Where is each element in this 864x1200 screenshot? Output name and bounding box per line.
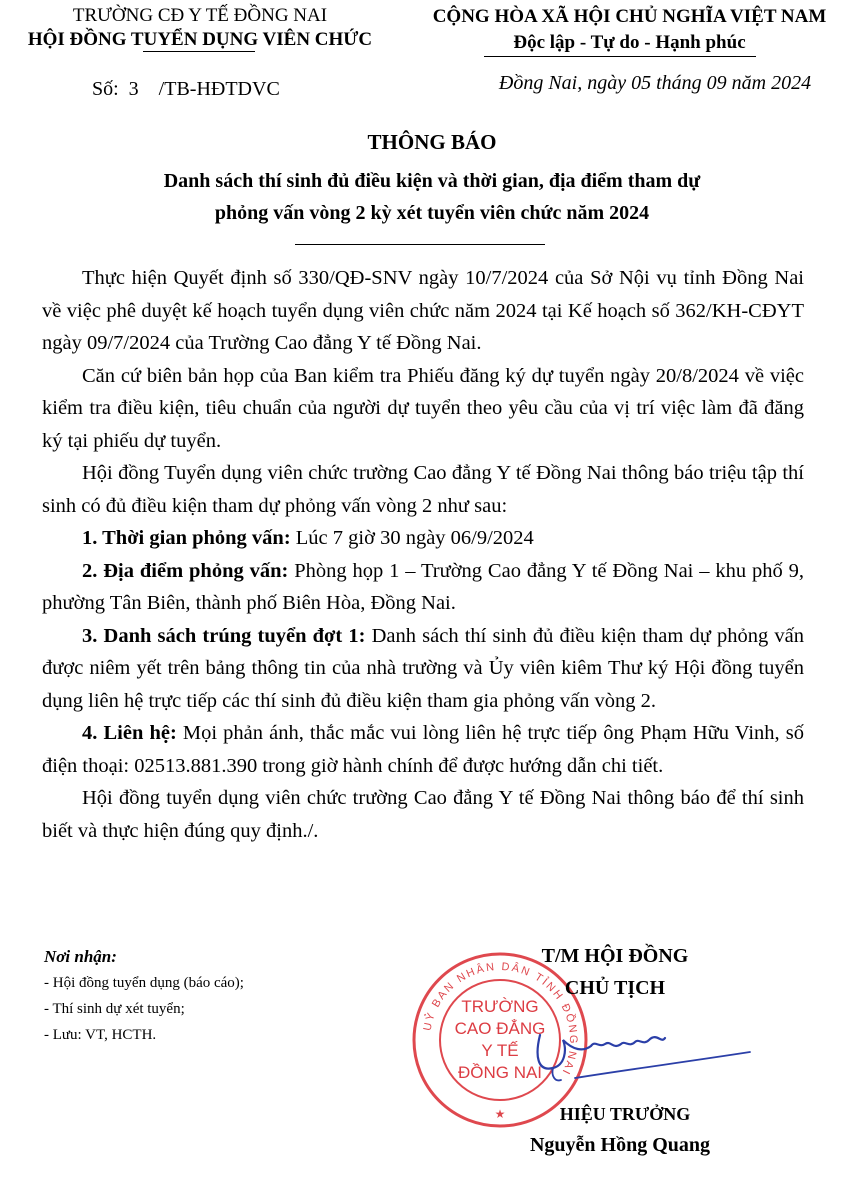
org-school-name: TRƯỜNG CĐ Y TẾ ĐỒNG NAI <box>72 5 328 26</box>
paragraph-announcement: Hội đồng Tuyển dụng viên chức trường Cao đẳng Y tế Đồng Nai thông báo triệu tập thí sinh có đủ điều kiện tham dự phỏng vấn vòng 2 như sau: <box>42 462 804 517</box>
signer-position: HIỆU TRƯỞNG <box>559 1104 691 1124</box>
org-underline <box>143 51 255 52</box>
signature-authority <box>500 940 730 1004</box>
item-2-text: Phòng họp 1 – Trường Cao đẳng Y tế Đồng Nai – khu phố 9, phường Tân Biên, thành phố Biên Hòa, Đồng Nai. <box>42 559 804 614</box>
document-date: Đồng Nai, ngày 05 tháng 09 năm 2024 <box>498 72 812 94</box>
signature-role: CHỦ TỊCH <box>564 977 666 999</box>
seal-text-3: Y TẾ <box>481 1041 519 1060</box>
item-2-label: 2. Địa điểm phỏng vấn: <box>82 559 289 582</box>
seal-ring-text: UỶ BAN NHÂN DÂN TỈNH ĐỒNG NAI <box>421 960 580 1078</box>
handwritten-signature <box>525 1010 755 1090</box>
item-interview-location <box>42 555 804 620</box>
recipients-heading: Nơi nhận: <box>44 947 117 966</box>
item-candidate-list <box>42 620 804 718</box>
item-1-text: Lúc 7 giờ 30 ngày 06/9/2024 <box>290 527 534 549</box>
item-4-text: Mọi phản ánh, thắc mắc vui lòng liên hệ trực tiếp ông Phạm Hữu Vinh, số điện thoại: 02513.881.390 trong giờ hành chính để được hướng dẫn chi tiết. <box>42 722 804 777</box>
title-divider <box>295 244 545 245</box>
item-4-label: 4. Liên hệ: <box>82 722 177 744</box>
paragraph-closing: Hội đồng tuyển dụng viên chức trường Cao đẳng Y tế Đồng Nai thông báo để thí sinh biết và thực hiện đúng quy định./. <box>42 787 804 842</box>
item-contact <box>42 717 804 782</box>
seal-text-2: CAO ĐẲNG <box>454 1019 546 1038</box>
recipient-item: - Thí sinh dự xét tuyển; <box>44 1001 185 1017</box>
seal-text-1: TRƯỜNG <box>461 997 539 1016</box>
national-heading <box>395 4 864 56</box>
item-1-label: 1. Thời gian phỏng vấn: <box>82 527 291 549</box>
signature-on-behalf: T/M HỘI ĐỒNG <box>541 945 689 967</box>
item-interview-time <box>42 522 804 555</box>
item-3-text: Danh sách thí sinh đủ điều kiện tham dự phỏng vấn được niêm yết trên bảng thông tin của nhà trường và Ủy viên kiêm Thư ký Hội đồng tuyển dụng liên hệ trực tiếp các thí sinh đủ điều kiện tham gia phỏng vấn vòng 2. <box>42 624 804 712</box>
subtitle-line-1: Danh sách thí sinh đủ điều kiện và thời gian, địa điểm tham dự <box>163 170 701 192</box>
paragraph-legal-basis: Thực hiện Quyết định số 330/QĐ-SNV ngày 10/7/2024 của Sở Nội vụ tỉnh Đồng Nai về việc phê duyệt kế hoạch tuyển dụng viên chức năm 2024 tại Kế hoạch số 362/KH-CĐYT ngày 09/7/2024 của Trường Cao đẳng Y tế Đồng Nai. <box>42 267 804 354</box>
seal-star-icon: ★ <box>494 1107 506 1121</box>
motto-underline <box>484 56 756 57</box>
nation-name: CỘNG HÒA XÃ HỘI CHỦ NGHĨA VIỆT NAM <box>432 6 827 27</box>
recipient-item: - Lưu: VT, HCTH. <box>44 1027 157 1043</box>
issuing-organization <box>0 4 400 52</box>
recipients-block <box>44 944 244 1048</box>
paragraph-inspection-basis: Căn cứ biên bản họp của Ban kiểm tra Phiếu đăng ký dự tuyển ngày 20/8/2024 về việc kiểm tra điều kiện, tiêu chuẩn của người dự tuyển theo yêu cầu của vị trí việc làm đã đăng ký tại phiếu dự tuyển. <box>42 364 804 452</box>
document-number: Số: 3 /TB-HĐTDVC <box>92 78 280 100</box>
document-subtitle <box>100 165 764 229</box>
national-motto: Độc lập - Tự do - Hạnh phúc <box>513 32 746 53</box>
signer-name: Nguyễn Hồng Quang <box>529 1134 711 1156</box>
document-body <box>42 262 804 847</box>
recipient-item: - Hội đồng tuyển dụng (báo cáo); <box>44 975 244 991</box>
item-3-label: 3. Danh sách trúng tuyển đợt 1: <box>82 624 366 647</box>
document-title: THÔNG BÁO <box>367 130 497 154</box>
subtitle-line-2: phỏng vấn vòng 2 kỳ xét tuyển viên chức năm 2024 <box>214 202 650 224</box>
seal-text-4: ĐỒNG NAI <box>457 1063 543 1082</box>
org-council-name: HỘI ĐỒNG TUYỂN DỤNG VIÊN CHỨC <box>27 29 373 50</box>
